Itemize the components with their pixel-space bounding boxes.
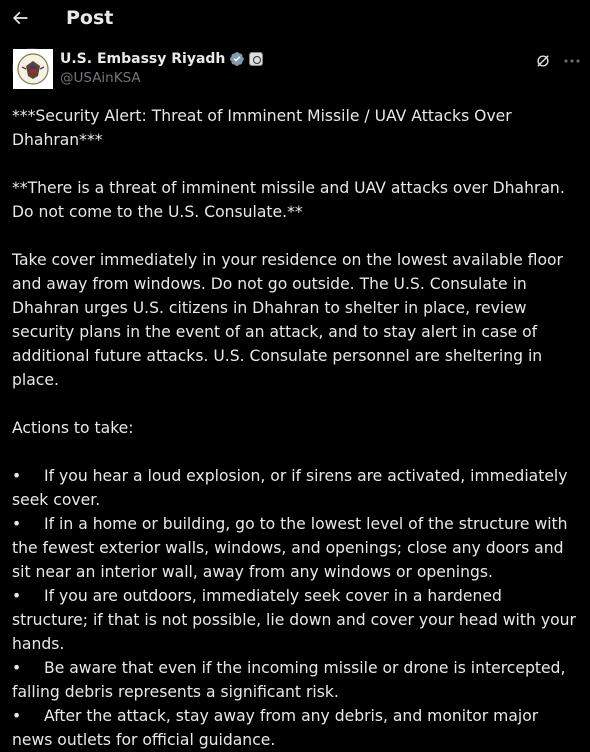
list-item-text: If you hear a loud explosion, or if sirens are activated, immediately seek cover.	[12, 467, 568, 509]
list-item-text: If in a home or building, go to the lowest level of the structure with the fewest exterior walls, windows, and openings; close any doors and sit near an interior wall, away from any windows or openings.	[12, 515, 568, 581]
list-item	[12, 512, 582, 584]
bullet: •	[12, 467, 22, 485]
bullet: •	[12, 707, 22, 725]
actions-heading: Actions to take:	[12, 419, 134, 437]
bullet: •	[12, 515, 22, 533]
list-item	[12, 584, 582, 656]
bullet: •	[12, 659, 22, 677]
list-item	[12, 656, 582, 704]
avatar[interactable]	[12, 48, 52, 88]
list-item	[12, 464, 582, 512]
display-name[interactable]: U.S. Embassy Riyadh	[60, 51, 226, 67]
back-button[interactable]	[10, 8, 34, 32]
grok-icon[interactable]	[534, 52, 552, 70]
page-title: Post	[66, 7, 114, 29]
seal-icon	[13, 49, 53, 89]
user-handle[interactable]: @USAinKSA	[60, 70, 141, 86]
list-item-text: If you are outdoors, immediately seek cover in a hardened structure; if that is not possible, lie down and cover your head with your hands.	[12, 587, 576, 653]
bullet: •	[12, 587, 22, 605]
more-icon[interactable]	[562, 52, 582, 70]
instructions-paragraph: Take cover immediately in your residence on the lowest available floor and away from windows. Do not go outside. The U.S. Consulate in Dhahran urges U.S. citizens in Dhahran to shelter in place, review security plans in the event of an attack, and to stay alert in case of additional future attacks. U.S. Consulate personnel are sheltering in place.	[12, 251, 563, 389]
post-author	[12, 48, 582, 94]
warning-line: **There is a threat of imminent missile and UAV attacks over Dhahran. Do not come to the U.S. Consulate.**	[12, 179, 565, 221]
list-item-text: Be aware that even if the incoming missile or drone is intercepted, falling debris represents a significant risk.	[12, 659, 566, 701]
arrow-left-icon	[10, 13, 30, 32]
list-item	[12, 704, 582, 752]
top-bar	[0, 0, 590, 40]
post-text	[12, 104, 582, 752]
list-item-text: After the attack, stay away from any debris, and monitor major news outlets for official guidance.	[12, 707, 539, 749]
alert-title: ***Security Alert: Threat of Imminent Missile / UAV Attacks Over Dhahran***	[12, 107, 512, 149]
verified-badge-icon[interactable]	[229, 51, 245, 67]
affiliation-badge-icon[interactable]	[249, 52, 263, 66]
name-row	[60, 51, 263, 67]
